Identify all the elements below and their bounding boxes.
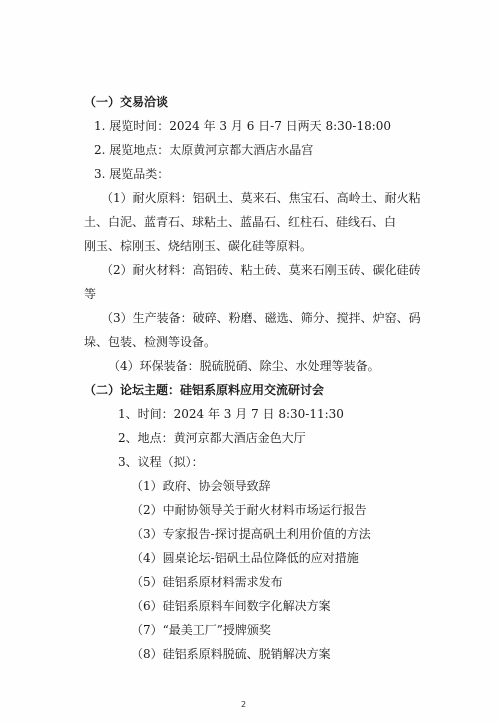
- category-refractory-raw-line3: 刚玉、棕刚玉、烧结刚玉、碳化硅等原料。: [84, 239, 313, 253]
- agenda-item: （5）硅铝系原材料需求发布: [131, 575, 283, 589]
- trade-item-categories: 3. 展览品类：: [94, 167, 170, 181]
- category-production-equipment-line2: 垛、包装、检测等设备。: [84, 335, 217, 349]
- agenda-item: （3）专家报告-探讨提高矾土利用价值的方法: [131, 527, 371, 541]
- section-heading-forum: （二）论坛主题：硅铝系原料应用交流研讨会: [84, 383, 325, 397]
- forum-item-time: 1、时间：2024 年 3 月 7 日 8:30-11:30: [118, 407, 344, 421]
- category-refractory-material-line1: （2）耐火材料：高铝砖、粘土砖、莫来石刚玉砖、碳化硅砖: [101, 263, 421, 277]
- forum-item-agenda: 3、议程（拟）：: [118, 455, 204, 469]
- trade-item-time: 1. 展览时间：2024 年 3 月 6 日-7 日两天 8:30-18:00: [94, 119, 392, 133]
- agenda-item: （4）圆桌论坛-铝矾土品位降低的应对措施: [131, 551, 359, 565]
- section-heading-trade: （一）交易洽谈: [84, 95, 169, 109]
- forum-item-location: 2、地点：黄河京都大酒店金色大厅: [118, 431, 306, 445]
- category-refractory-material-line2: 等: [84, 287, 97, 301]
- agenda-item: （2）中耐协领导关于耐火材料市场运行报告: [131, 503, 367, 517]
- trade-item-location: 2. 展览地点：太原黄河京都大酒店水晶宫: [94, 143, 314, 157]
- agenda-item: （7）“最美工厂”授牌颁奖: [131, 623, 271, 637]
- page-number: 2: [241, 700, 247, 709]
- agenda-item: （1）政府、协会领导致辞: [131, 479, 271, 493]
- category-environmental-equipment: （4）环保装备：脱硫脱硝、除尘、水处理等装备。: [108, 359, 380, 373]
- category-production-equipment-line1: （3）生产装备：破碎、粉磨、磁选、筛分、搅拌、炉窑、码: [101, 311, 421, 325]
- category-refractory-raw-line2: 土、白泥、蓝青石、球粘土、蓝晶石、红柱石、硅线石、白: [84, 215, 397, 229]
- category-refractory-raw-line1: （1）耐火原料：铝矾土、莫来石、焦宝石、高岭土、耐火粘: [101, 191, 421, 205]
- agenda-item: （6）硅铝系原料车间数字化解决方案: [131, 599, 331, 613]
- agenda-item: （8）硅铝系原料脱硫、脱销解决方案: [131, 647, 331, 661]
